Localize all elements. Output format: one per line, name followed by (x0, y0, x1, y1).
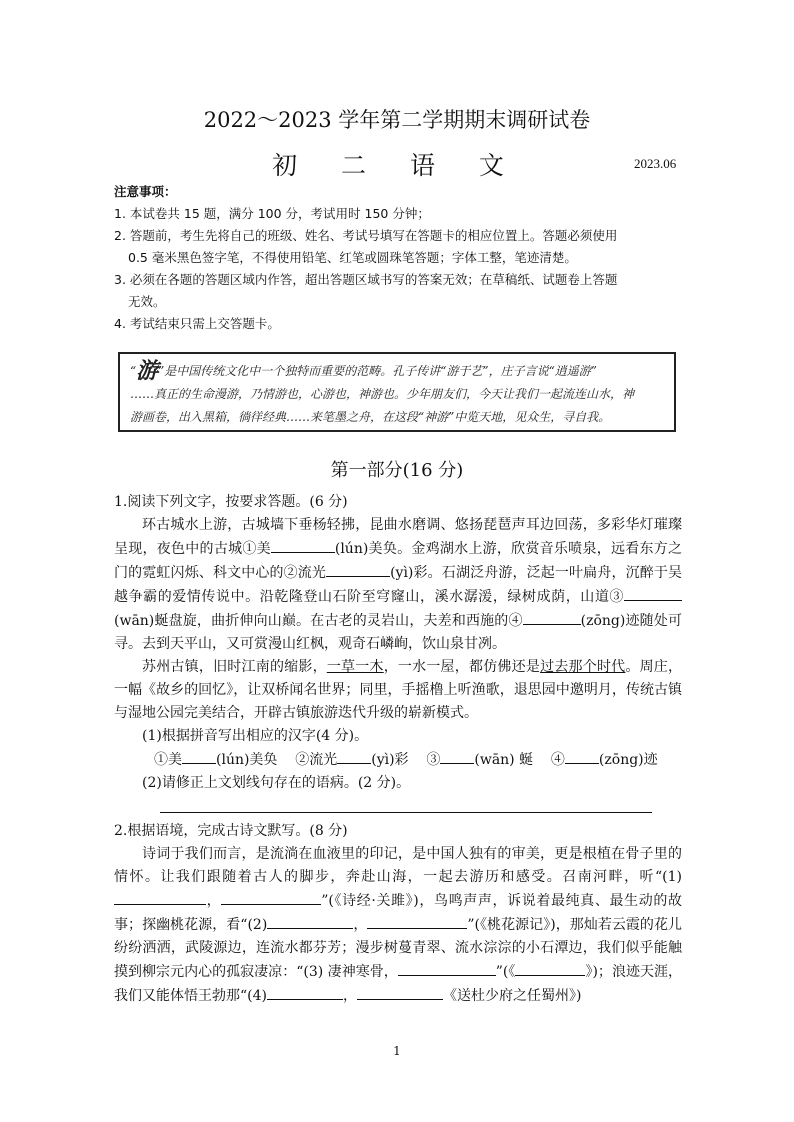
passage-text: 》)； (585, 964, 612, 980)
banner-big-char: 游 (136, 358, 159, 384)
passage-text: ”(《 (495, 964, 516, 980)
passage-text: (yì)彩。石湖泛舟游，泛起一叶扁舟，沉醉于吴越 (114, 565, 683, 605)
exam-date: 2023.06 (634, 156, 677, 171)
answer-blank[interactable] (565, 748, 599, 764)
notes-heading: 注意事项： (114, 184, 177, 199)
answer-blank[interactable] (515, 960, 585, 976)
banner-line: ……真正的生命漫游，乃情游也，心游也，神游也。少年朋友们，今天让我们一起流连山水，神 (130, 387, 635, 401)
passage-text: 呈现，夜色中的古城①美 (114, 541, 271, 557)
exam-subject: 初 二 语 文 (272, 151, 522, 180)
notes-item: 4. 考试结束只需上交答题卡。 (114, 316, 280, 331)
passage-text: (zōng)迹随处可寻。去到 (114, 613, 682, 652)
passage-text: “(1) (655, 869, 682, 885)
passage-text: 与湿地公园完美结合，开辟古镇旅游迭代升级的崭新模式。 (114, 705, 478, 721)
passage-text: ， (353, 917, 368, 933)
option-label: (zōng)迹 (598, 752, 658, 768)
underlined-phrase: 一草一木 (326, 659, 384, 675)
passage-paragraph (114, 656, 682, 725)
page-number: 1 (393, 1044, 401, 1058)
notes-item: 0.5 毫米黑色签字笔，不得使用铅笔、红笔或圆珠笔答题；字体工整，笔迹清楚。 (128, 250, 577, 265)
passage-text: 动的故事；探幽桃花源，看“(2) (114, 893, 683, 933)
passage-text: ”(《诗经·关雎》)，鸟鸣声声，诉说着最纯真、最生 (321, 893, 639, 909)
answer-line[interactable] (160, 812, 652, 813)
passage-text: (lún)美奂。金鸡湖水上游，欣赏音乐喷泉，远看东方之门 (114, 541, 683, 581)
passage-text: ， (206, 893, 222, 909)
passage-text: ， (343, 988, 357, 1004)
passage-text: 苏州古镇，旧时江南的缩影， (142, 659, 327, 675)
passage-text: 诗词于我们而言，是流淌在血液里的印记，是中国人独有的审美，更是根植在骨子里的 (142, 846, 682, 862)
answer-blank[interactable] (221, 889, 321, 905)
answer-blank[interactable] (398, 960, 496, 976)
passage-text: ，一水一屋，都仿佛还是 (383, 659, 541, 675)
option-label: (wān) 蜒 (474, 752, 534, 768)
answer-blank[interactable] (523, 609, 581, 625)
passage-paragraph (114, 843, 682, 1008)
passage-text: ”(《桃花源记》)，那灿若 (467, 917, 612, 933)
passage-text: 浪迹天涯，我们又能体悟王勃那“(4) (114, 964, 683, 1004)
notes-item: 1. 本试卷共 15 题，满分 100 分，考试用时 150 分钟； (114, 206, 430, 221)
passage-text: 《送杜少府之任蜀州》) (443, 988, 582, 1004)
option-label: ③ (426, 752, 441, 768)
notes-item: 2. 答题前，考生先将自己的班级、姓名、考试号填写在答题卡的相应位置上。答题必须使用 (114, 228, 618, 243)
passage-text: 天平山，又可赏漫山红枫，观奇石嶙峋，饮山泉甘冽。 (170, 636, 506, 652)
option-label: ④ (550, 752, 565, 768)
answer-blank[interactable] (326, 561, 390, 577)
answer-blank[interactable] (357, 984, 443, 1000)
option-label: ②流光 (295, 752, 338, 768)
answer-blank[interactable] (267, 984, 343, 1000)
answer-blank[interactable] (337, 748, 371, 764)
exam-title: 2022～2023 学年第二学期期末调研试卷 (203, 108, 591, 132)
sub-question-1: (1)根据拼音写出相应的汉字(4 分)。 (142, 728, 369, 744)
part-title: 第一部分(16 分) (330, 460, 464, 481)
question-stem: 2.根据语境，完成古诗文默写。(8 分) (114, 823, 348, 839)
pinyin-options (114, 748, 682, 772)
intro-banner: “游”是中国传统文化中一个独特而重要的范畴。孔子传讲“游于艺”，庄子言说“逍遥游” ……真正的生命漫游，乃情游也，心游也，神游也。少年朋友们，今天让我们一起流连山水，神 游画卷，出入黑箱，徜徉经典……来笔墨之舟，在这段“神游”中览天地，见众生，寻自我。 (118, 352, 676, 432)
question-2 (114, 820, 682, 1008)
passage-text: 云霞的花儿纷纷洒洒，武陵源边，连流水都芬芳；漫步树蔓青翠、流水淙淙的小石潭边，我 (114, 917, 682, 956)
answer-blank[interactable] (114, 889, 206, 905)
question-1 (114, 491, 682, 795)
option-label: (yì)彩 (371, 752, 409, 768)
passage-text: 一幅《故乡的回忆》，让双桥闻名世界；同里，手摇橹上听渔歌，退思园中邀明月，传统古镇 (114, 682, 682, 698)
answer-blank[interactable] (182, 748, 216, 764)
question-stem: 1.阅读下列文字，按要求答题。(6 分) (114, 494, 348, 510)
banner-line: 游画卷，出入黑箱，徜徉经典……来笔墨之舟，在这段“神游”中览天地，见众生，寻自我。 (130, 410, 611, 424)
notes-item: 无效。 (128, 294, 166, 309)
underlined-phrase: 过去那个时代 (540, 659, 626, 675)
passage-text: 。周庄， (625, 659, 683, 675)
answer-blank[interactable] (267, 913, 353, 929)
answer-blank[interactable] (440, 748, 474, 764)
notes-section (114, 181, 682, 335)
answer-blank[interactable] (624, 585, 682, 601)
notes-item: 3. 必须在各题的答题区域内作答，超出答题区域书写的答案无效；在草稿纸、试题卷上答题 (114, 272, 618, 287)
passage-paragraph (114, 514, 682, 656)
banner-line: ”是中国传统文化中一个独特而重要的范畴。孔子传讲“游于艺”，庄子言说“逍遥游” (158, 364, 597, 378)
option-label: ①美 (154, 752, 182, 768)
answer-blank[interactable] (367, 913, 467, 929)
sub-question-2: (2)请修正上文划线句存在的语病。(2 分)。 (142, 775, 411, 791)
passage-text: 争霸的爱情传说中。沿乾隆登山石阶至穹窿山，溪水潺湲，绿树成荫，山道③ (128, 589, 625, 605)
passage-text: 情怀。让我们跟随着古人的脚步，奔赴山海，一起去游历和感受。召南河畔，听 (114, 869, 655, 885)
passage-text: 环古城水上游，古城墙下垂杨轻拂，昆曲水磨调、悠扬琵琶声耳边回荡，多彩华灯璀璨 (142, 517, 682, 533)
passage-text: 们似乎能触摸到柳宗元内心的孤寂凄凉：“(3) 凄神寒骨， (114, 940, 683, 980)
passage-text: 的霓虹闪烁、科文中心的②流光 (128, 565, 327, 581)
passage-text: (wān) (114, 613, 155, 629)
option-label: (lún)美奂 (216, 752, 278, 768)
passage-text: 蜒盘旋，曲折伸向山巅。在古老的灵岩山，夫差和西施的④ (154, 613, 523, 629)
answer-blank[interactable] (271, 537, 335, 553)
